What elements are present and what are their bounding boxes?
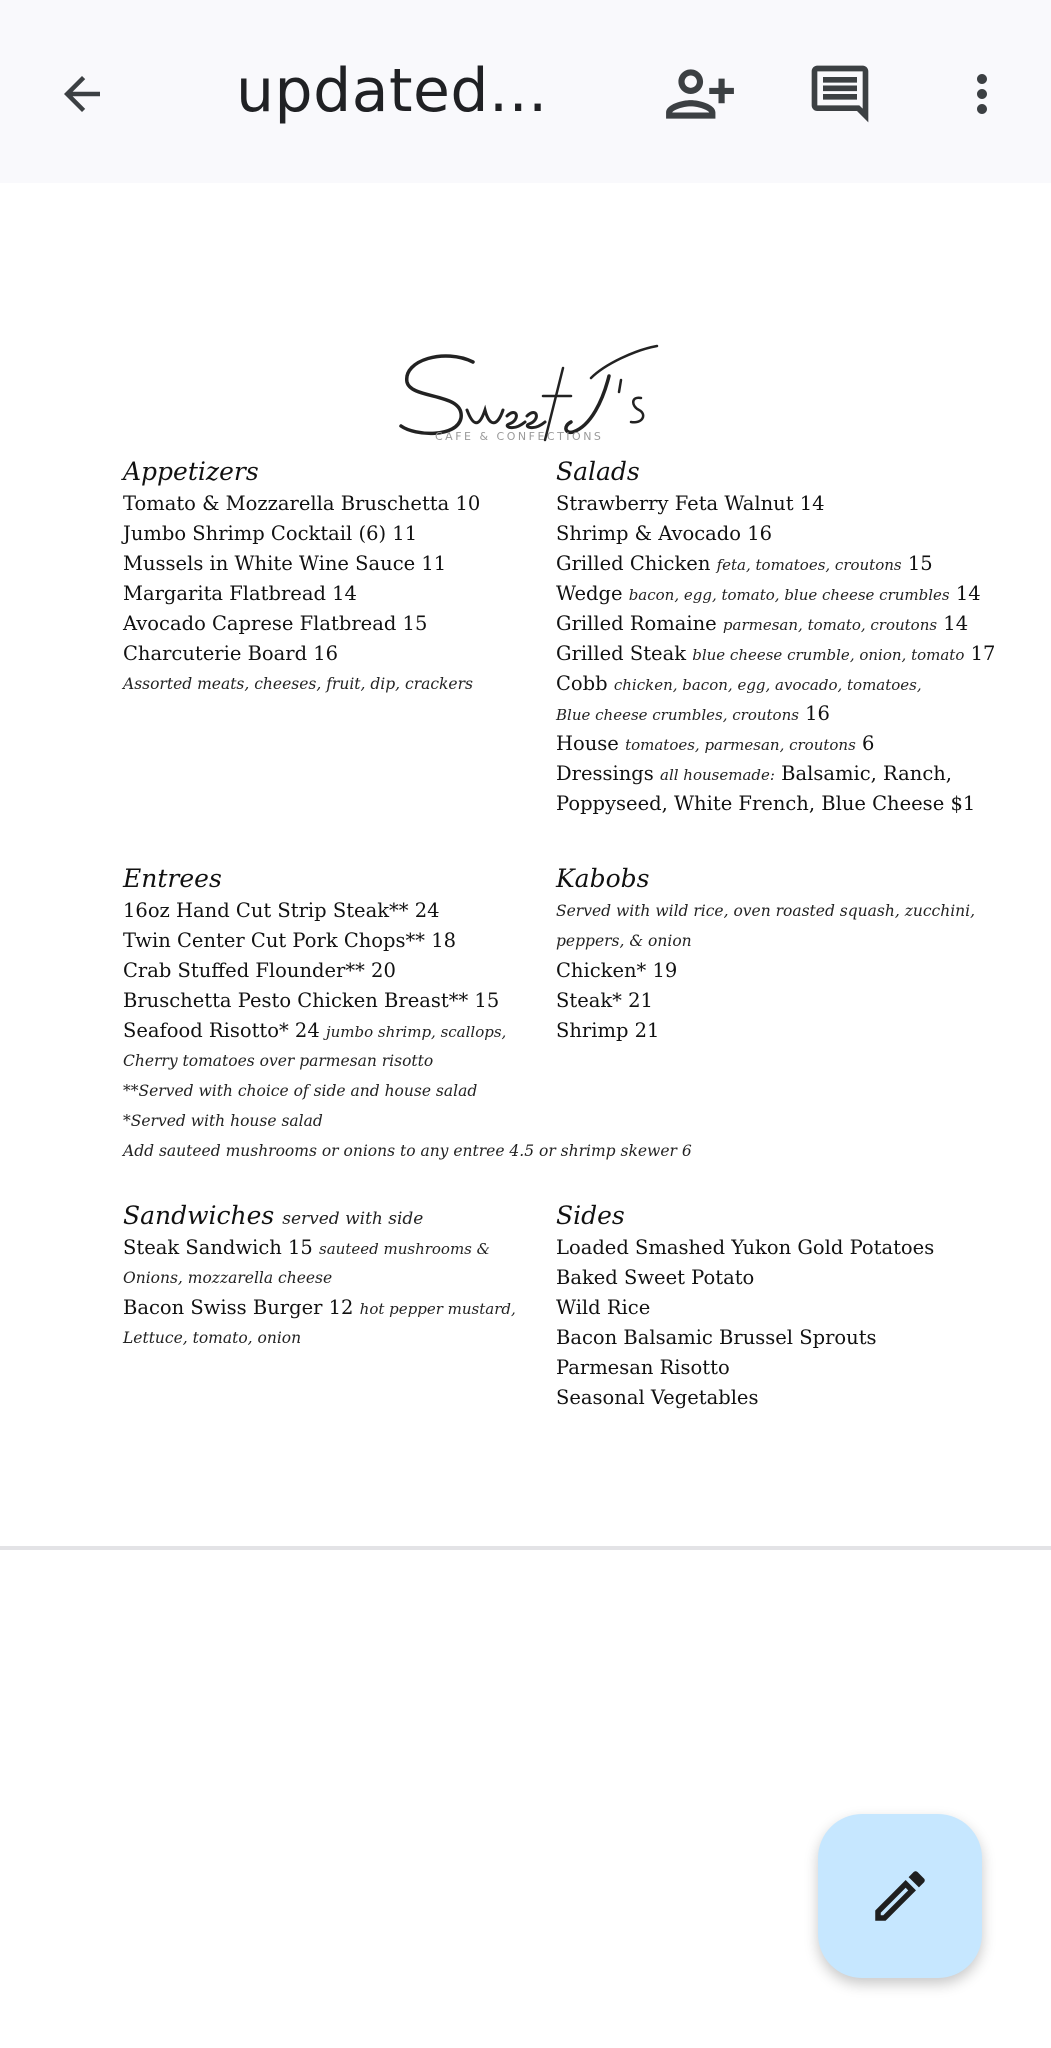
more-options-button[interactable] [938,50,1026,138]
sweet-ts-logo [395,340,665,450]
menu-item: Charcuterie Board 16 [123,642,339,665]
section-title: Appetizers [123,457,259,486]
section-title: Entrees [123,864,222,893]
item-desc: jumbo shrimp, scallops, [325,1023,507,1041]
item-name: Bacon Swiss Burger 12 [123,1296,354,1319]
share-button[interactable] [656,50,744,138]
arrow-back-icon [55,67,109,121]
item-list: Poppyseed, White French, Blue Cheese [556,792,945,815]
menu-item-cont [556,699,1036,729]
more-vert-icon [952,64,1012,124]
menu-item [556,549,1036,579]
sides-section [556,1199,1036,1413]
item-name: Shrimp & Avocado 16 [556,522,773,545]
menu-item: Margarita Flatbread 14 [123,582,357,605]
menu-note: Add sauteed mushrooms or onions to any entree 4.5 or shrimp skewer 6 [123,1142,692,1160]
item-name: Cobb [556,672,608,695]
item-list: Balsamic, Ranch, [781,762,953,785]
item-name: Grilled Steak [556,642,687,665]
comments-button[interactable] [796,50,884,138]
menu-note: Served with wild rice, oven roasted squash, zucchini, [556,902,976,920]
menu-item: 16oz Hand Cut Strip Steak** 24 [123,899,440,922]
item-desc: Blue cheese crumbles, croutons [556,706,799,724]
item-desc: blue cheese crumble, onion, tomato [692,646,965,664]
menu-item [556,729,1036,759]
item-desc: chicken, bacon, egg, avocado, tomatoes, [613,676,922,694]
menu-note: Onions, mozzarella cheese [123,1269,333,1287]
item-name: Seafood Risotto* 24 [123,1019,320,1042]
item-price: 16 [805,702,830,725]
menu-note: peppers, & onion [556,932,692,950]
item-desc: parmesan, tomato, croutons [722,616,938,634]
sandwiches-section [123,1199,563,1353]
menu-item [556,489,1036,519]
app-bar [0,0,1051,183]
person-add-icon [663,57,737,131]
section-title: Salads [556,457,640,486]
menu-item [123,1293,563,1323]
menu-item: Loaded Smashed Yukon Gold Potatoes [556,1236,935,1259]
menu-item: Twin Center Cut Pork Chops** 18 [123,929,457,952]
item-price: 14 [955,582,981,605]
menu-item: Bruschetta Pesto Chicken Breast** 15 [123,989,500,1012]
item-name: Grilled Romaine [556,612,717,635]
item-desc: tomatoes, parmesan, croutons [625,736,856,754]
menu-note: Lettuce, tomato, onion [123,1329,302,1347]
menu-item [123,1233,563,1263]
item-name: Steak Sandwich 15 [123,1236,313,1259]
item-price: 15 [907,552,933,575]
back-button[interactable] [38,50,126,138]
section-title: Kabobs [556,864,650,893]
menu-item: Jumbo Shrimp Cocktail (6) 11 [123,522,418,545]
section-title-note: served with side [282,1209,424,1229]
item-desc: hot pepper mustard, [359,1300,516,1318]
edit-pencil-icon [867,1863,933,1929]
item-price: 14 [943,612,969,635]
item-desc: all housemade: [660,766,775,784]
menu-item: Chicken* 19 [556,959,678,982]
menu-note: Assorted meats, cheeses, fruit, dip, crackers [123,675,473,693]
item-name: Strawberry Feta Walnut 14 [556,492,825,515]
item-name: House [556,732,619,755]
menu-item [556,609,1036,639]
kabobs-section [556,862,1036,1046]
item-desc: sauteed mushrooms & [319,1240,491,1258]
page-divider [0,1546,1051,1550]
menu-note: Cherry tomatoes over parmesan risotto [123,1052,434,1070]
menu-item: Avocado Caprese Flatbread 15 [123,612,428,635]
salads-section [556,455,1036,819]
item-price: $1 [950,792,976,815]
menu-item [556,579,1036,609]
menu-item: Steak* 21 [556,989,653,1012]
section-title [123,1199,563,1233]
menu-note: *Served with house salad [123,1112,323,1130]
item-price: 6 [862,732,875,755]
menu-note: **Served with choice of side and house salad [123,1082,478,1100]
menu-item: Tomato & Mozzarella Bruschetta 10 [123,492,481,515]
item-name: Grilled Chicken [556,552,711,575]
document-title: updated... [236,56,548,126]
item-name: Wedge [556,582,623,605]
item-price: 17 [970,642,996,665]
menu-item: Mussels in White Wine Sauce 11 [123,552,447,575]
menu-item-cont [556,789,1036,819]
logo-subtitle: CAFE & CONFECTIONS [435,430,604,443]
item-desc: feta, tomatoes, croutons [716,556,902,574]
menu-item: Wild Rice [556,1296,651,1319]
section-title: Sides [556,1201,625,1230]
section-title-text: Sandwiches [123,1201,275,1230]
menu-item: Seasonal Vegetables [556,1386,759,1409]
menu-item: Bacon Balsamic Brussel Sprouts [556,1326,877,1349]
menu-item [556,519,1036,549]
comment-icon [806,60,874,128]
appetizers-section [123,455,563,699]
menu-item [556,669,1036,699]
menu-item [556,639,1036,669]
edit-button[interactable] [818,1814,982,1978]
item-name: Dressings [556,762,654,785]
menu-item: Shrimp 21 [556,1019,660,1042]
menu-item: Crab Stuffed Flounder** 20 [123,959,396,982]
menu-item: Baked Sweet Potato [556,1266,755,1289]
menu-item [556,759,1036,789]
menu-item: Parmesan Risotto [556,1356,730,1379]
item-desc: bacon, egg, tomato, blue cheese crumbles [628,586,950,604]
